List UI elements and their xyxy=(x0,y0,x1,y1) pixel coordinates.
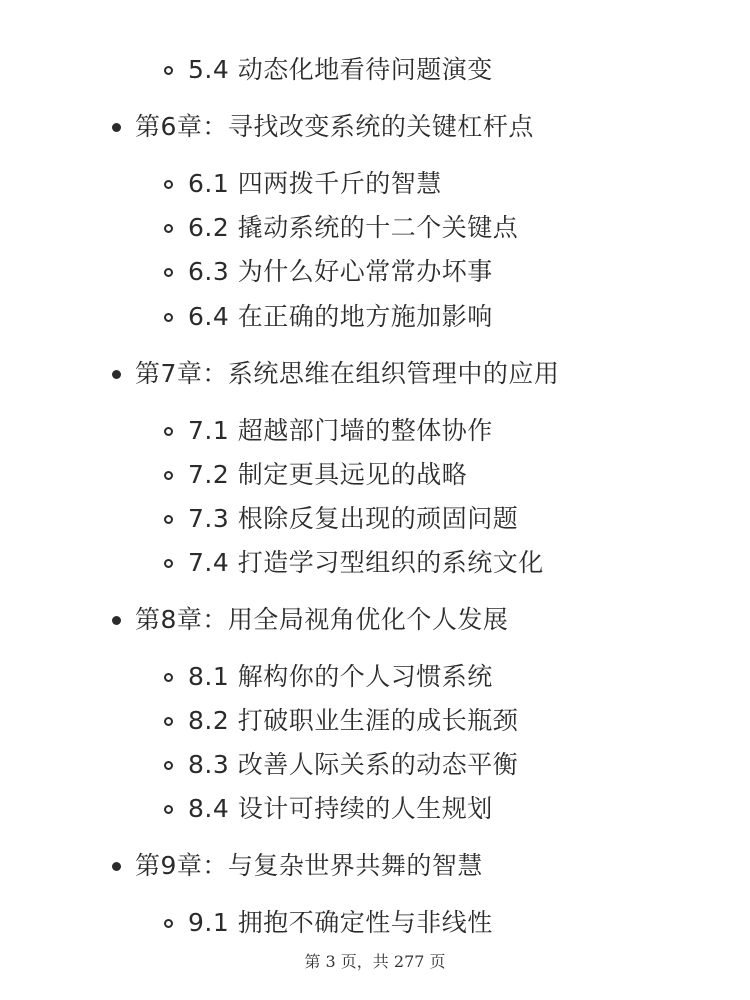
hollow-bullet-icon xyxy=(164,66,173,75)
hollow-bullet-icon xyxy=(164,717,173,726)
hollow-bullet-icon xyxy=(164,919,173,928)
toc-item-text: 7.4 打造学习型组织的系统文化 xyxy=(188,548,544,577)
toc-item-text: 第8章：用全局视角优化个人发展 xyxy=(135,605,509,634)
toc-chapter-item xyxy=(112,600,508,640)
toc-chapter-item xyxy=(112,107,534,147)
toc-section-item xyxy=(164,789,493,829)
hollow-bullet-icon xyxy=(164,471,173,480)
toc-section-item xyxy=(164,543,544,583)
filled-bullet-icon xyxy=(112,370,121,379)
page-number-footer: 第 3 页，共 277 页 xyxy=(304,952,446,971)
toc-section-item xyxy=(164,903,493,943)
hollow-bullet-icon xyxy=(164,313,173,322)
hollow-bullet-icon xyxy=(164,224,173,233)
toc-section-item xyxy=(164,164,442,204)
toc-section-item xyxy=(164,50,493,90)
hollow-bullet-icon xyxy=(164,427,173,436)
hollow-bullet-icon xyxy=(164,805,173,814)
hollow-bullet-icon xyxy=(164,268,173,277)
toc-item-text: 7.2 制定更具远见的战略 xyxy=(188,460,468,489)
toc-item-text: 6.1 四两拨千斤的智慧 xyxy=(188,169,442,198)
toc-item-text: 8.1 解构你的个人习惯系统 xyxy=(188,662,493,691)
toc-item-text: 8.4 设计可持续的人生规划 xyxy=(188,794,493,823)
toc-section-item xyxy=(164,411,493,451)
filled-bullet-icon xyxy=(112,862,121,871)
toc-item-text: 5.4 动态化地看待问题演变 xyxy=(188,55,493,84)
hollow-bullet-icon xyxy=(164,673,173,682)
toc-section-item xyxy=(164,297,493,337)
hollow-bullet-icon xyxy=(164,515,173,524)
toc-section-item xyxy=(164,208,518,248)
toc-section-item xyxy=(164,657,493,697)
toc-chapter-item xyxy=(112,846,483,886)
toc-item-text: 第7章：系统思维在组织管理中的应用 xyxy=(135,359,560,388)
toc-item-text: 第9章：与复杂世界共舞的智慧 xyxy=(135,851,483,880)
toc-section-item xyxy=(164,745,518,785)
filled-bullet-icon xyxy=(112,123,121,132)
toc-section-item xyxy=(164,499,518,539)
toc-item-text: 7.3 根除反复出现的顽固问题 xyxy=(188,504,519,533)
toc-section-item xyxy=(164,252,493,292)
toc-item-text: 7.1 超越部门墙的整体协作 xyxy=(188,416,493,445)
toc-item-text: 9.1 拥抱不确定性与非线性 xyxy=(188,908,493,937)
hollow-bullet-icon xyxy=(164,180,173,189)
toc-chapter-item xyxy=(112,354,559,394)
toc-section-item xyxy=(164,455,467,495)
toc-item-text: 8.2 打破职业生涯的成长瓶颈 xyxy=(188,706,519,735)
filled-bullet-icon xyxy=(112,616,121,625)
toc-item-text: 第6章：寻找改变系统的关键杠杆点 xyxy=(135,112,534,141)
toc-item-text: 6.3 为什么好心常常办坏事 xyxy=(188,257,493,286)
toc-item-text: 6.2 撬动系统的十二个关键点 xyxy=(188,213,519,242)
toc-section-item xyxy=(164,701,518,741)
hollow-bullet-icon xyxy=(164,761,173,770)
toc-item-text: 6.4 在正确的地方施加影响 xyxy=(188,302,493,331)
toc-item-text: 8.3 改善人际关系的动态平衡 xyxy=(188,750,519,779)
hollow-bullet-icon xyxy=(164,559,173,568)
